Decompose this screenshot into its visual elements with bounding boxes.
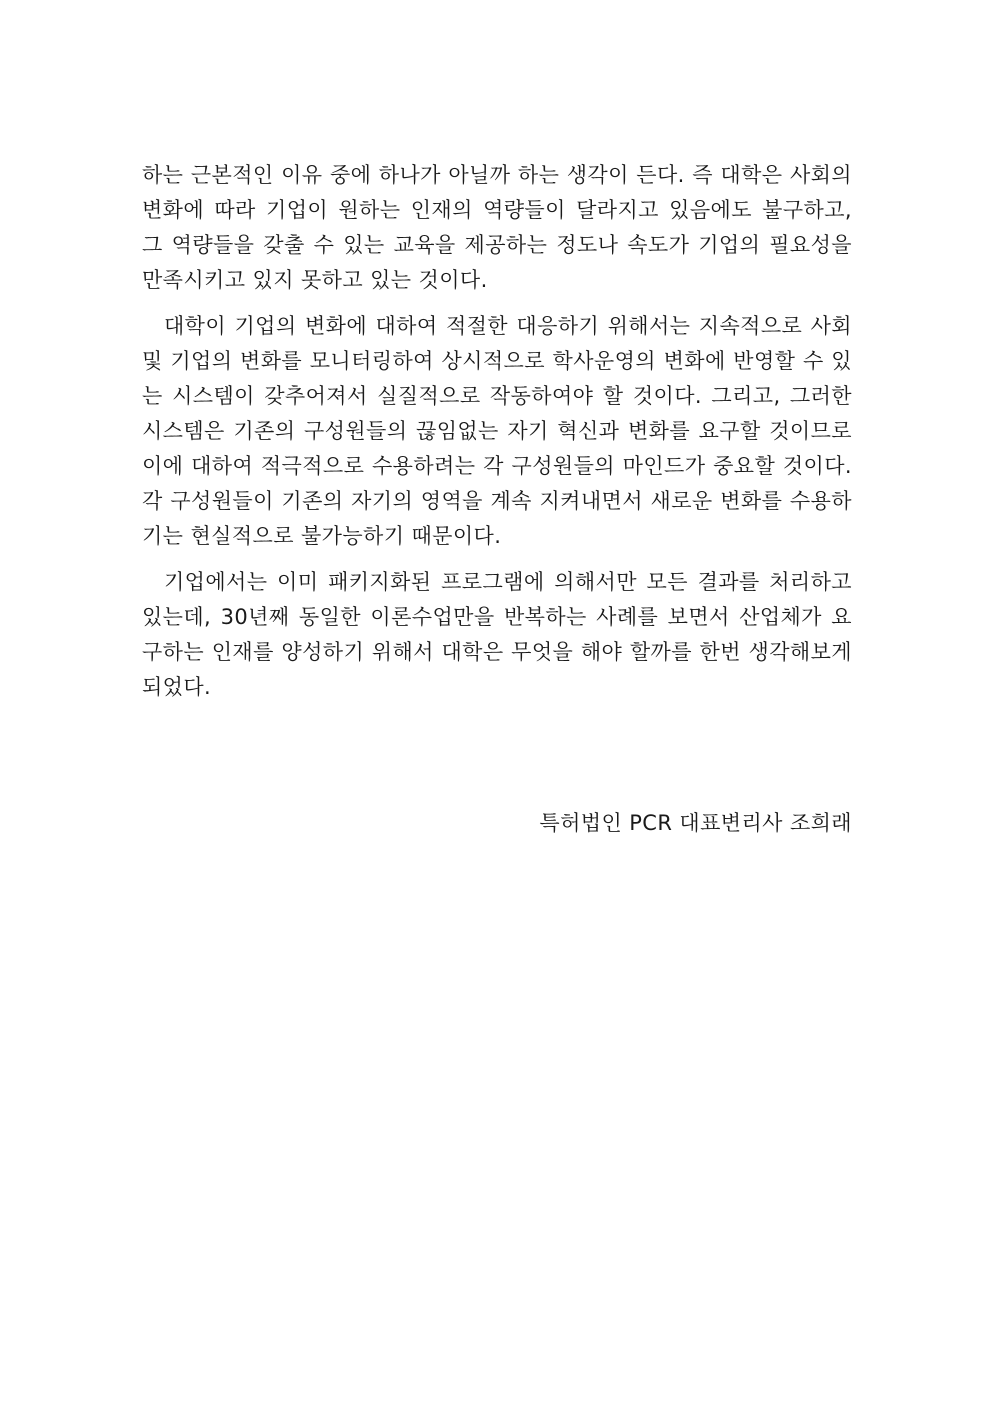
author-signature: 특허법인 PCR 대표변리사 조희래 — [539, 811, 852, 835]
paragraph-3: 기업에서는 이미 패키지화된 프로그램에 의해서만 모든 결과를 처리하고 있는데, 30년째 동일한 이론수업만을 반복하는 사례를 보면서 산업체가 요구하는 인재를 양성하기 위해서 대학은 무엇을 해야 할까를 한번 생각해보게 되었다. — [142, 570, 852, 699]
article-body — [142, 158, 852, 705]
paragraph-2: 대학이 기업의 변화에 대하여 적절한 대응하기 위해서는 지속적으로 사회 및 기업의 변화를 모니터링하여 상시적으로 학사운영의 변화에 반영할 수 있는 시스템이 갖추어져서 실질적으로 작동하여야 할 것이다. 그리고, 그러한 시스템은 기존의 구성원들의 끊임없는 자기 혁신과 변화를 요구할 것이므로 이에 대하여 적극적으로 수용하려는 각 구성원들의 마인드가 중요할 것이다. 각 구성원들이 기존의 자기의 영역을 계속 지켜내면서 새로운 변화를 수용하기는 현실적으로 불가능하기 때문이다. — [142, 314, 852, 548]
paragraph-1: 하는 근본적인 이유 중에 하나가 아닐까 하는 생각이 든다. 즉 대학은 사회의 변화에 따라 기업이 원하는 인재의 역량들이 달라지고 있음에도 불구하고, 그 역량들을 갖출 수 있는 교육을 제공하는 정도나 속도가 기업의 필요성을 만족시키고 있지 못하고 있는 것이다. — [142, 163, 852, 292]
